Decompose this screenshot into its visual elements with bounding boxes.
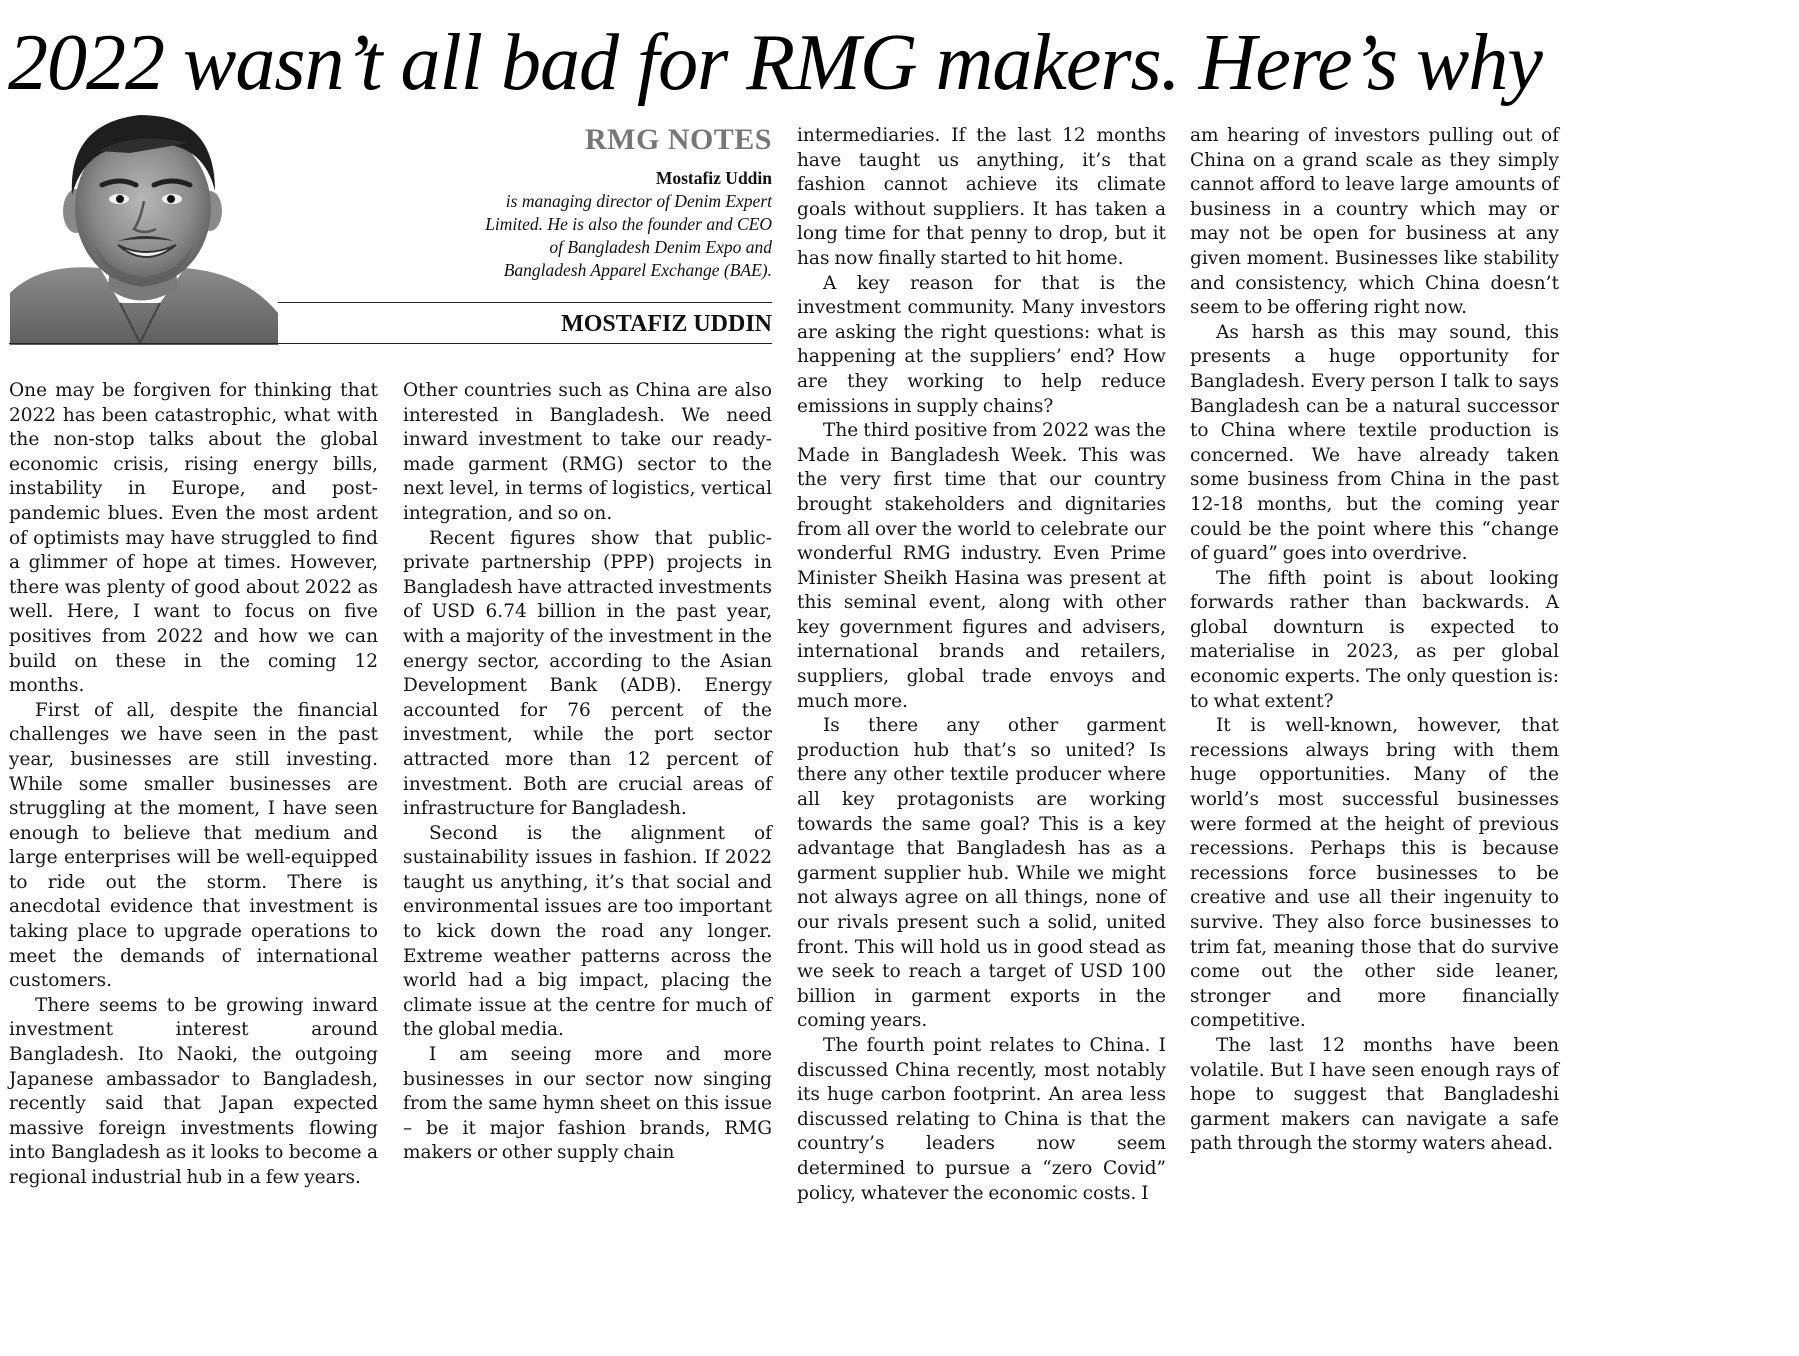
- header-divider: [9, 343, 772, 344]
- byline: MOSTAFIZ UDDIN: [561, 311, 772, 337]
- paragraph: intermediaries. If the last 12 months have taught us anything, it’s that fashion cannot achieve its climate goals without suppliers. It has taken a long time for that penny to drop, but it has now finally started to hit home.: [797, 125, 1166, 269]
- paragraph: The fourth point relates to China. I discussed China recently, most notably its huge carbon footprint. An area less discussed relating to China is that the country’s leaders now seem determined to pursue a “zero Covid” policy, whatever the economic costs. I: [797, 1034, 1166, 1204]
- paragraph: am hearing of investors pulling out of China on a grand scale as they simply cannot afford to leave large amounts of business in a country which may or may not be open for business at any given moment. Businesses like stability and consistency, which China doesn’t seem to be offering right now.: [1190, 125, 1559, 319]
- article-column-4: [1190, 124, 1559, 1157]
- headline: 2022 wasn’t all bad for RMG makers. Here’s why: [8, 19, 1542, 107]
- paragraph: There seems to be growing inward investment interest around Bangladesh. Ito Naoki, the outgoing Japanese ambassador to Bangladesh, recently said that Japan expected massive foreign investments flowing into Bangladesh as it looks to become a regional industrial hub in a few years.: [9, 994, 378, 1188]
- paragraph: Is there any other garment production hub that’s so united? Is there any other textile producer where all key protagonists are working towards the same goal? This is a key advantage that Bangladesh has as a garment supplier hub. While we might not always agree on all things, none of our rivals present such a solid, united front. This will hold us in good stead as we seek to reach a target of USD 100 billion in garment exports in the coming years.: [797, 715, 1166, 1032]
- paragraph: Recent figures show that public-private partnership (PPP) projects in Bangladesh have attracted investments of USD 6.74 billion in the past year, with a majority of the investment in the energy sector, according to the Asian Development Bank (ADB). Energy accounted for 76 percent of the investment, while the port sector attracted more than 12 percent of investment. Both are crucial areas of infrastructure for Bangladesh.: [403, 527, 772, 820]
- paragraph: The last 12 months have been volatile. But I have seen enough rays of hope to suggest that Bangladeshi garment makers can navigate a safe path through the stormy waters ahead.: [1190, 1034, 1559, 1155]
- article-column-3: [797, 124, 1166, 1206]
- article-column-1: [9, 379, 378, 1191]
- author-bio-name: Mostafiz Uddin: [655, 168, 772, 188]
- paragraph: The fifth point is about looking forwards rather than backwards. A global downturn is expected to materialise in 2023, as per global economic experts. The only question is: to what extent?: [1190, 567, 1559, 712]
- byline-divider: [278, 302, 772, 303]
- paragraph: One may be forgiven for thinking that 2022 has been catastrophic, what with the non-stop talks about the global economic crisis, rising energy bills, instability in Europe, and post-pandemic blues. Even the most ardent of optimists may have struggled to find a glimmer of hope at times. However, there was plenty of good about 2022 as well. Here, I want to focus on five positives from 2022 and how we can build on these in the coming 12 months.: [9, 380, 378, 697]
- paragraph: I am seeing more and more businesses in our sector now singing from the same hymn sheet on this issue – be it major fashion brands, RMG makers or other supply chain: [403, 1044, 772, 1164]
- author-bio-text: is managing director of Denim Expert Limited. He is also the founder and CEO of Bangladesh Denim Expo and Bangladesh Apparel Exchange (BAE).: [485, 191, 772, 280]
- author-bio: [470, 167, 772, 282]
- author-photo-image: [10, 103, 278, 345]
- paragraph: The third positive from 2022 was the Made in Bangladesh Week. This was the very first time that our country brought stakeholders and dignitaries from all over the world to celebrate our wonderful RMG industry. Even Prime Minister Sheikh Hasina was present at this seminal event, along with other key government figures and advisers, international brands and retailers, suppliers, global trade envoys and much more.: [797, 420, 1166, 712]
- paragraph: Second is the alignment of sustainability issues in fashion. If 2022 taught us anything, it’s that social and environmental issues are too important to kick down the road any longer. Extreme weather patterns across the world had a big impact, placing the climate issue at the centre for much of the global media.: [403, 822, 772, 1041]
- paragraph: A key reason for that is the investment community. Many investors are asking the right questions: what is happening at the suppliers’ end? How are they working to help reduce emissions in supply chains?: [797, 272, 1166, 417]
- article-column-2: [403, 379, 772, 1166]
- paragraph: As harsh as this may sound, this presents a huge opportunity for Bangladesh. Every person I talk to says Bangladesh can be a natural successor to China where textile production is concerned. We have already taken some business from China in the past 12-18 months, but the coming year could be the point where this “change of guard” goes into overdrive.: [1190, 321, 1559, 565]
- section-label: RMG NOTES: [584, 123, 772, 156]
- author-portrait: [10, 103, 278, 345]
- paragraph: First of all, despite the financial challenges we have seen in the past year, businesses are still investing. While some smaller businesses are struggling at the moment, I have seen enough to believe that medium and large enterprises will be well-equipped to ride out the storm. There is anecdotal evidence that investment is taking place to upgrade operations to meet the demands of international customers.: [9, 699, 378, 992]
- paragraph: It is well-known, however, that recessions always bring with them huge opportunities. Many of the world’s most successful businesses were formed at the height of previous recessions. Perhaps this is because recessions force businesses to be creative and use all their ingenuity to survive. They also force businesses to trim fat, meaning those that do survive come out the other side leaner, stronger and more financially competitive.: [1190, 715, 1559, 1032]
- paragraph: Other countries such as China are also interested in Bangladesh. We need inward investment to take our ready-made garment (RMG) sector to the next level, in terms of logistics, vertical integration, and so on.: [403, 380, 772, 524]
